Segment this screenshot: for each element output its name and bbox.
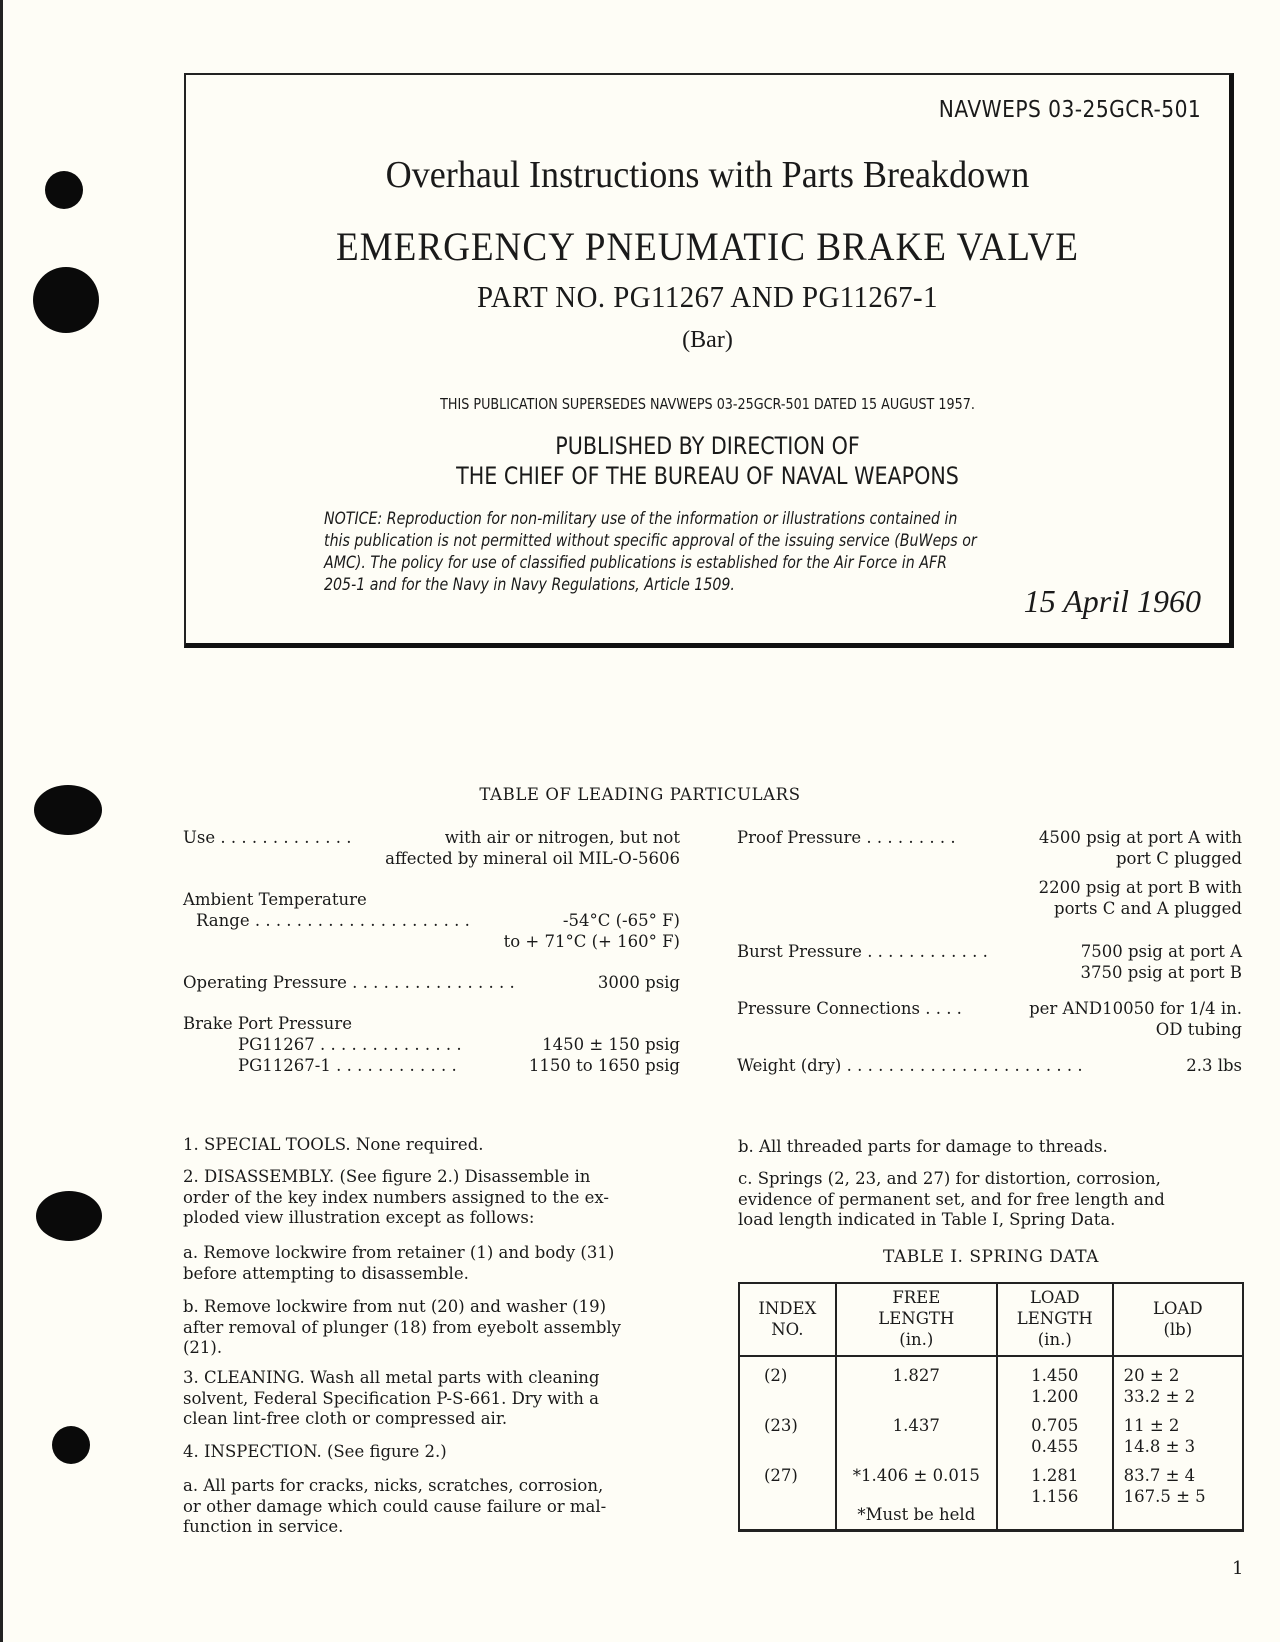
paragraph-line: b. Remove lockwire from nut (20) and washer (19) — [183, 1297, 607, 1316]
brake-pg11267-value: 1450 ± 150 psig — [542, 1035, 680, 1054]
paragraph-line: 2. DISASSEMBLY. (See figure 2.) Disassemble in — [183, 1167, 591, 1186]
cell-load-length: 1.281 1.156 — [997, 1457, 1113, 1531]
paragraph-line: (21). — [183, 1338, 223, 1357]
table-row — [739, 1407, 1243, 1457]
cell-index: (2) — [739, 1356, 836, 1407]
inspection-step-c — [738, 1169, 1165, 1231]
binder-hole — [45, 171, 83, 209]
cell-free-length: 1.437 — [836, 1407, 997, 1457]
document-number: NAVWEPS 03-25GCR-501 — [938, 97, 1201, 123]
proof-pressure-value: 4500 psig at port A with — [1038, 828, 1242, 847]
cell-load-length: 0.705 0.455 — [997, 1407, 1113, 1457]
binder-hole — [36, 1191, 102, 1241]
paragraph-line: c. Springs (2, 23, and 27) for distortion, corrosion, — [738, 1169, 1161, 1188]
disassembly-step-b — [183, 1297, 621, 1359]
supersedes-notice: THIS PUBLICATION SUPERSEDES NAVWEPS 03-25GCR-501 DATED 15 AUGUST 1957. — [440, 395, 975, 413]
paragraph-line: function in service. — [183, 1517, 344, 1536]
paragraph-line: ploded view illustration except as follows: — [183, 1208, 535, 1227]
page-number: 1 — [1232, 1558, 1244, 1579]
binder-hole — [33, 267, 99, 333]
ambient-value: -54°C (-65° F) — [562, 911, 680, 930]
paragraph-line: 1. SPECIAL TOOLS. None required. — [183, 1135, 484, 1154]
proof-pressure-value: port C plugged — [1115, 849, 1242, 868]
use-value: affected by mineral oil MIL-O-5606 — [385, 849, 680, 868]
leading-particulars-title: TABLE OF LEADING PARTICULARS — [479, 785, 801, 804]
ambient-range-label: Range . . . . . . . . . . . . . . . . . . . . . — [196, 911, 470, 930]
proof-pressure-label: Proof Pressure . . . . . . . . . — [737, 828, 956, 847]
ambient-value: to + 71°C (+ 160° F) — [503, 932, 680, 951]
paragraph-line: a. All parts for cracks, nicks, scratches, corrosion, — [183, 1476, 604, 1495]
paragraph-line: a. Remove lockwire from retainer (1) and body (31) — [183, 1243, 615, 1262]
disassembly-step-a — [183, 1243, 614, 1284]
notice-line: this publication is not permitted without specific approval of the issuing service (BuWeps or — [324, 531, 977, 550]
section-cleaning — [183, 1368, 600, 1430]
proof-pressure-value: 2200 psig at port B with — [1038, 878, 1242, 897]
paragraph-line: b. All threaded parts for damage to threads. — [738, 1137, 1108, 1156]
paragraph-line: load length indicated in Table I, Spring Data. — [738, 1210, 1116, 1229]
manufacturer: (Bar) — [682, 327, 733, 353]
equipment-name: EMERGENCY PNEUMATIC BRAKE VALVE — [336, 224, 1079, 269]
brake-pg11267-1-value: 1150 to 1650 psig — [528, 1056, 680, 1075]
pressure-connections-value: per AND10050 for 1/4 in. — [1029, 999, 1242, 1018]
brake-pg11267-1-label: PG11267-1 . . . . . . . . . . . . — [238, 1056, 457, 1075]
inspection-step-a — [183, 1476, 606, 1538]
paragraph-line: after removal of plunger (18) from eyebolt assembly — [183, 1317, 621, 1337]
published-line: PUBLISHED BY DIRECTION OF — [555, 432, 860, 460]
part-numbers: PART NO. PG11267 AND PG11267-1 — [476, 279, 939, 314]
use-value: with air or nitrogen, but not — [444, 828, 680, 847]
paragraph-line: clean lint-free cloth or compressed air. — [183, 1409, 508, 1428]
cell-free-length: 1.827 — [836, 1356, 997, 1407]
notice-line: 205-1 and for the Navy in Navy Regulations, Article 1509. — [324, 575, 735, 594]
spring-table-title: TABLE I. SPRING DATA — [883, 1247, 1099, 1267]
table-footnote: *Must be held — [857, 1505, 976, 1524]
paragraph-line: or other damage which could cause failure or mal- — [183, 1496, 607, 1516]
section-special-tools — [183, 1135, 484, 1156]
published-by — [259, 431, 1156, 491]
operating-pressure-label: Operating Pressure . . . . . . . . . . . . . . . . — [183, 973, 515, 992]
column-header-free-length: FREE LENGTH (in.) — [836, 1283, 997, 1356]
section-inspection — [183, 1442, 447, 1463]
column-header-index: INDEX NO. — [739, 1283, 836, 1356]
proof-pressure-value: ports C and A plugged — [1054, 899, 1242, 918]
column-header-load-length: LOAD LENGTH (in.) — [997, 1283, 1113, 1356]
cell-free-length: *1.406 ± 0.015 *Must be held — [836, 1457, 997, 1531]
table-row — [739, 1356, 1243, 1407]
cell-index: (27) — [739, 1457, 836, 1531]
page-edge — [0, 0, 3, 1642]
paragraph-line: before attempting to disassemble. — [183, 1263, 469, 1283]
section-disassembly — [183, 1167, 609, 1229]
paragraph-line: solvent, Federal Specification P-S-661. Dry with a — [183, 1388, 600, 1408]
operating-pressure-value: 3000 psig — [597, 973, 680, 992]
cell-load: 83.7 ± 4 167.5 ± 5 — [1113, 1457, 1243, 1531]
notice-line: AMC). The policy for use of classified publications is established for the Air Force in AFR — [324, 553, 947, 572]
paragraph-line: 3. CLEANING. Wash all metal parts with cleaning — [183, 1368, 600, 1387]
cover-title-box — [184, 73, 1234, 648]
ambient-label: Ambient Temperature — [183, 890, 367, 909]
brake-pg11267-label: PG11267 . . . . . . . . . . . . . . — [238, 1035, 462, 1054]
table-header-row — [739, 1283, 1243, 1356]
burst-pressure-value: 7500 psig at port A — [1080, 942, 1242, 961]
weight-value: 2.3 lbs — [1186, 1056, 1242, 1075]
published-line: THE CHIEF OF THE BUREAU OF NAVAL WEAPONS — [456, 462, 959, 490]
brake-port-pressure-label: Brake Port Pressure — [183, 1014, 352, 1033]
cell-load-length: 1.450 1.200 — [997, 1356, 1113, 1407]
weight-label: Weight (dry) . . . . . . . . . . . . . . . . . . . . . . . — [737, 1056, 1083, 1075]
cell-index: (23) — [739, 1407, 836, 1457]
pressure-connections-value: OD tubing — [1155, 1020, 1242, 1039]
inspection-step-b — [738, 1137, 1108, 1158]
cell-load: 11 ± 2 14.8 ± 3 — [1113, 1407, 1243, 1457]
pressure-connections-label: Pressure Connections . . . . — [737, 999, 962, 1018]
reproduction-notice — [324, 508, 1099, 596]
cell-load: 20 ± 2 33.2 ± 2 — [1113, 1356, 1243, 1407]
table-row — [739, 1457, 1243, 1531]
notice-line: NOTICE: Reproduction for non-military use of the information or illustrations contained in — [324, 509, 958, 528]
spring-data-table — [738, 1282, 1244, 1532]
paragraph-line: 4. INSPECTION. (See figure 2.) — [183, 1442, 447, 1461]
document-title: Overhaul Instructions with Parts Breakdown — [385, 154, 1030, 196]
binder-hole — [52, 1426, 90, 1464]
paragraph-line: order of the key index numbers assigned to the ex- — [183, 1187, 610, 1207]
paragraph-line: evidence of permanent set, and for free length and — [738, 1189, 1165, 1209]
column-header-load: LOAD (lb) — [1113, 1283, 1243, 1356]
use-label: Use . . . . . . . . . . . . . — [183, 828, 352, 847]
burst-pressure-label: Burst Pressure . . . . . . . . . . . . — [737, 942, 988, 961]
burst-pressure-value: 3750 psig at port B — [1080, 963, 1242, 982]
publication-date: 15 April 1960 — [1023, 583, 1201, 619]
